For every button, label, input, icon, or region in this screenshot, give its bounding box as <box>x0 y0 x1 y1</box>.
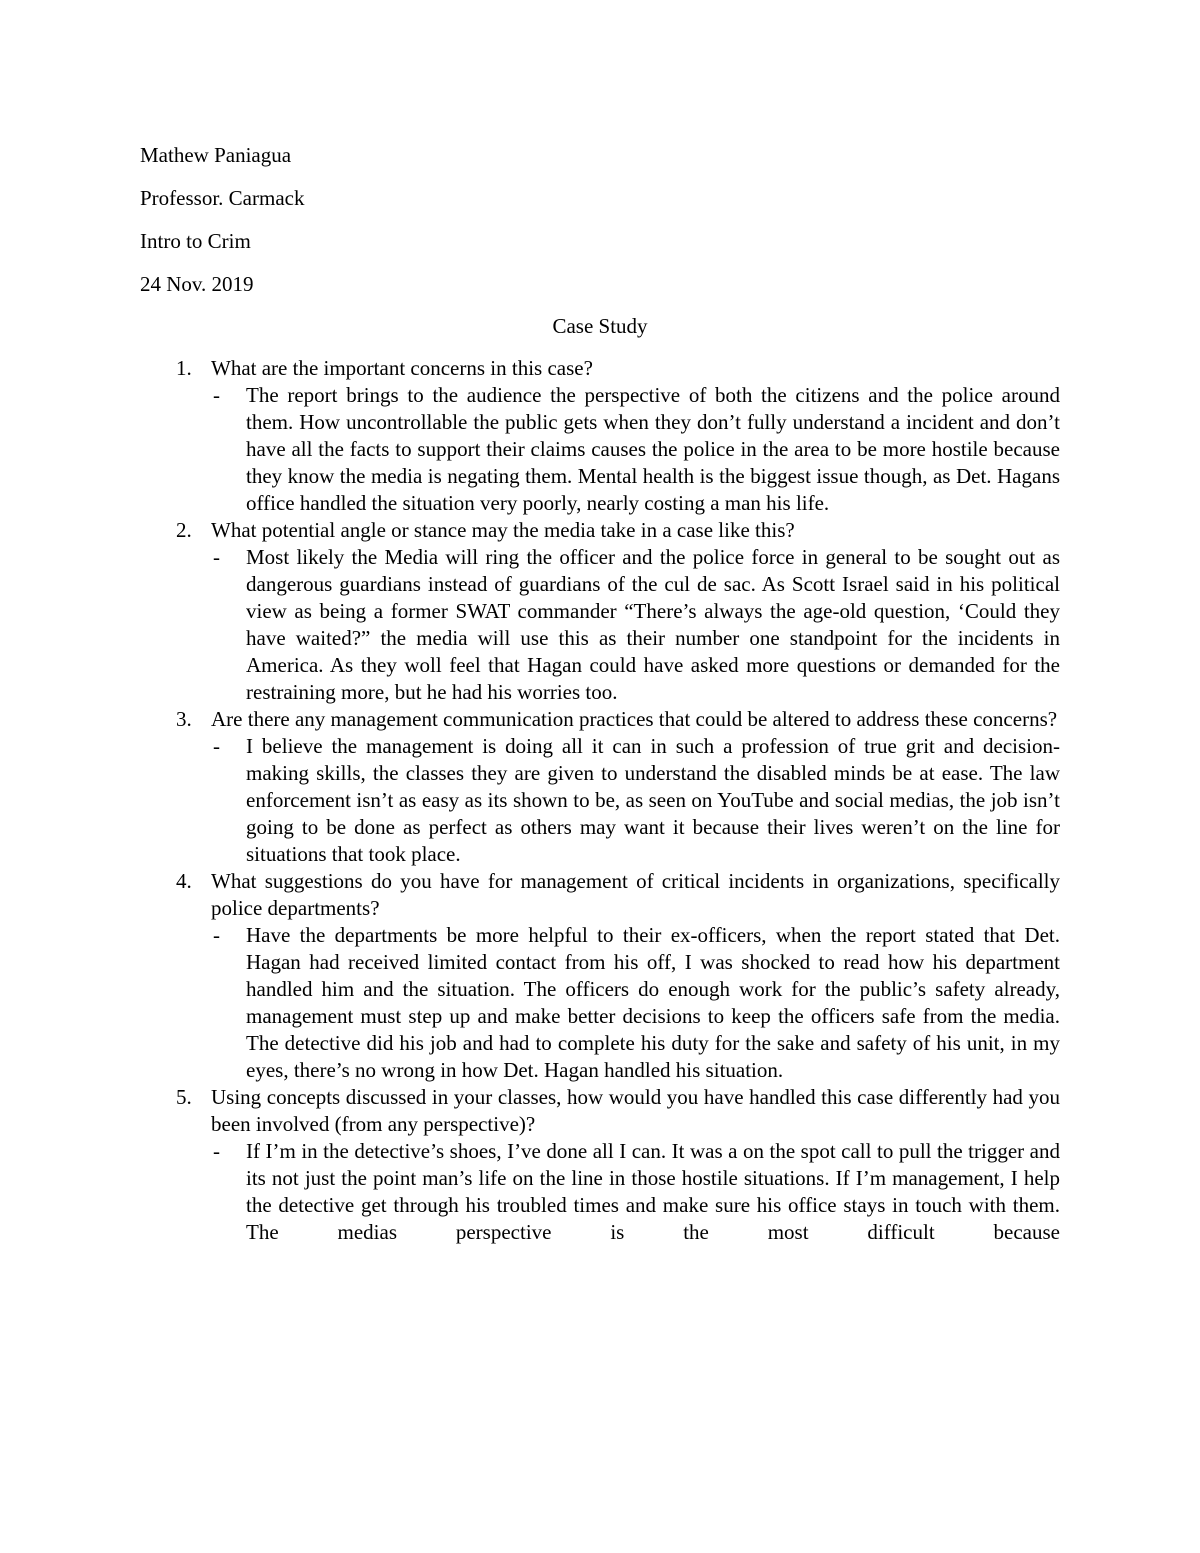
question-list <box>140 355 1060 1246</box>
question-number: 3. <box>176 707 192 731</box>
answer-dash: - <box>213 1139 220 1163</box>
question-text: Are there any management communication practices that could be altered to address these concerns? <box>211 707 1058 731</box>
answer-block <box>140 733 1060 868</box>
question-item-3 <box>140 706 1060 868</box>
question-text: What are the important concerns in this case? <box>211 356 593 380</box>
question-item-1 <box>140 355 1060 517</box>
question-number: 2. <box>176 518 192 542</box>
answer-block <box>140 382 1060 517</box>
question-text: Using concepts discussed in your classes, how would you have handled this case differently had you been involved (from any perspective)? <box>211 1085 1060 1136</box>
question-item-5 <box>140 1084 1060 1246</box>
question-number: 4. <box>176 869 192 893</box>
question-item-2 <box>140 517 1060 706</box>
answer-dash: - <box>213 734 220 758</box>
answer-block <box>140 544 1060 706</box>
question-text: What suggestions do you have for management of critical incidents in organizations, specifically police departments? <box>211 869 1060 920</box>
answer-dash: - <box>213 923 220 947</box>
answer-dash: - <box>213 545 220 569</box>
document-title: Case Study <box>552 314 648 338</box>
answer-text: Most likely the Media will ring the officer and the police force in general to be sought out as dangerous guardians instead of guardians of the cul de sac. As Scott Israel said in his political view as being a former SWAT commander “There’s always the age-old question, ‘Could they have waited?” the media will use this as their number one standpoint for the incidents in America. As they woll feel that Hagan could have asked more questions or demanded for the restraining more, but he had his worries too. <box>246 545 1060 704</box>
professor-name: Professor. Carmack <box>140 186 305 210</box>
answer-text: I believe the management is doing all it can in such a profession of true grit and decision-making skills, the classes they are given to understand the disabled minds be at ease. The law enforcement isn’t as easy as its shown to be, as seen on YouTube and social medias, the job isn’t going to be done as perfect as others may want it because their lives weren’t on the line for situations that took place. <box>246 734 1060 866</box>
course-name: Intro to Crim <box>140 229 251 253</box>
answer-dash: - <box>213 383 220 407</box>
document-date: 24 Nov. 2019 <box>140 272 254 296</box>
answer-text: Have the departments be more helpful to their ex-officers, when the report stated that Det. Hagan had received limited contact from his off, I was shocked to read how his department handled him and the situation. The officers do enough work for the public’s safety already, management must step up and make better decisions to keep the officers safe from the media. The detective did his job and had to complete his duty for the sake and safety of his unit, in my eyes, there’s no wrong in how Det. Hagan handled his situation. <box>246 923 1060 1082</box>
answer-block <box>140 1138 1060 1246</box>
answer-text: The report brings to the audience the perspective of both the citizens and the police around them. How uncontrollable the public gets when they don’t fully understand a incident and don’t have all the facts to support their claims causes the police in the area to be more hostile because they know the media is negating them. Mental health is the biggest issue though, as Det. Hagans office handled the situation very poorly, nearly costing a man his life. <box>246 383 1060 515</box>
question-item-4 <box>140 868 1060 1084</box>
author-name: Mathew Paniagua <box>140 143 292 167</box>
question-number: 1. <box>176 356 192 380</box>
question-text: What potential angle or stance may the media take in a case like this? <box>211 518 795 542</box>
question-number: 5. <box>176 1085 192 1109</box>
mla-heading <box>140 142 1060 314</box>
answer-text: If I’m in the detective’s shoes, I’ve done all I can. It was a on the spot call to pull the trigger and its not just the point man’s life on the line in those hostile situations. If I’m management, I help the detective get through his troubled times and make sure his office stays in touch with them. The medias perspective is the most difficult because <box>246 1139 1060 1244</box>
answer-block <box>140 922 1060 1084</box>
